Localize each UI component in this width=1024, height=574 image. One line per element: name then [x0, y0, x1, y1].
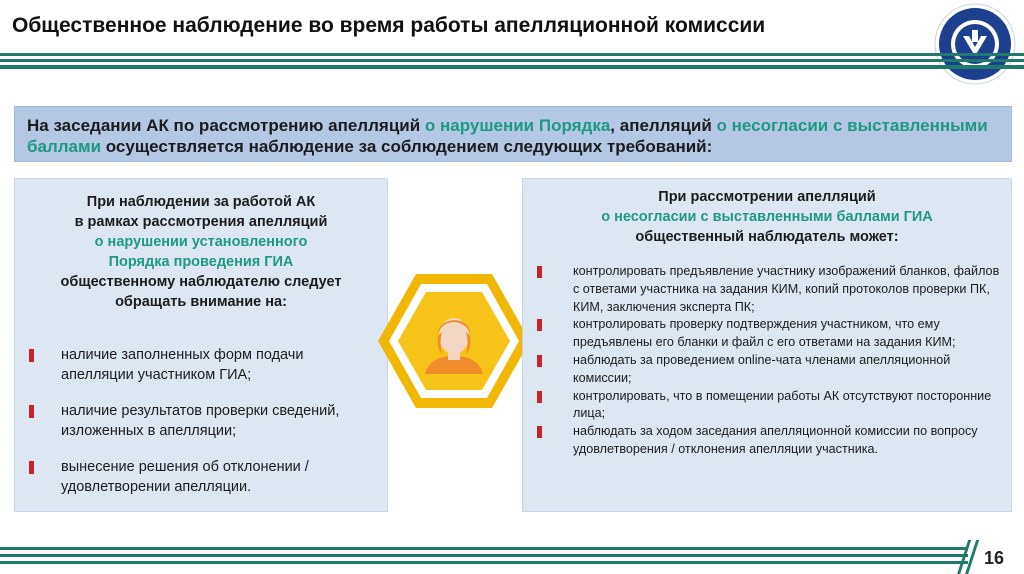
banner-text-3: осуществляется наблюдение за соблюдением следующих требований: [101, 137, 713, 156]
banner-text-1: На заседании АК по рассмотрению апелляций [27, 116, 425, 135]
list-item [537, 352, 1007, 388]
right-permissions-panel [522, 178, 1012, 512]
list-item-text: наличие результатов проверки сведений, изложенных в апелляции; [61, 403, 340, 439]
left-heading-line-3: общественному наблюдателю следует [60, 274, 342, 290]
right-heading-line-1: При рассмотрении апелляций [658, 189, 876, 205]
page-title: Общественное наблюдение во время работы апелляционной комиссии [12, 14, 766, 37]
list-item-text: контролировать проверку подтверждения участником, что ему предъявлены его бланки и файл с его ответами на задания КИМ; [573, 317, 956, 350]
left-heading-line-4: обращать внимание на: [115, 294, 287, 310]
list-item-text: наблюдать за ходом заседания апелляционной комиссии по вопросу удовлетворения / отклонения апелляции участника. [573, 424, 978, 456]
bullet-icon [537, 391, 542, 403]
logo-emblem-icon [933, 2, 1017, 86]
banner-highlight-1: о нарушении Порядка [424, 116, 611, 135]
list-item-text: контролировать, что в помещении работы АК отсутствуют посторонние лица; [573, 388, 992, 421]
intro-banner [14, 106, 1012, 162]
list-item [29, 345, 379, 385]
bullet-icon [29, 405, 34, 418]
header-divider [0, 53, 1024, 72]
list-item-text: наличие заполненных форм подачи апелляции участником ГИА; [61, 347, 304, 383]
left-heading-highlight-2: Порядка проведения ГИА [108, 254, 294, 270]
list-item-text: контролировать предъявление участнику изображений бланков, файлов с ответами участника на задания КИМ, копий протоколов проверки ПК, КИМ, заключения эксперта ПК; [573, 264, 1000, 314]
left-requirements-panel [14, 178, 388, 512]
list-item [537, 423, 1007, 459]
bullet-icon [537, 426, 542, 438]
footer-divider [0, 547, 968, 568]
list-item-text: вынесение решения об отклонении / удовлетворении апелляции. [61, 459, 309, 495]
bullet-icon [537, 355, 542, 367]
bullet-icon [537, 266, 542, 278]
list-item [29, 401, 379, 441]
left-heading-line-2: в рамках рассмотрения апелляций [74, 214, 328, 230]
left-checklist [29, 345, 379, 513]
banner-highlight-2: о несогласии с выставленными баллами [27, 116, 988, 156]
right-panel-heading [523, 187, 1011, 247]
list-item [537, 388, 1007, 424]
right-checklist [537, 263, 1007, 459]
left-heading-line-1: При наблюдении за работой АК [86, 194, 316, 210]
left-heading-highlight-1: о нарушении установленного [94, 234, 308, 250]
banner-text-2: , апелляций [610, 116, 717, 135]
list-item [537, 316, 1007, 352]
person-hexagon-icon [376, 270, 532, 412]
list-item [29, 457, 379, 497]
list-item-text: наблюдать за проведением online-чата членами апелляционной комиссии; [573, 352, 951, 385]
bullet-icon [29, 461, 34, 474]
bullet-icon [29, 349, 34, 362]
bullet-icon [537, 319, 542, 331]
right-heading-highlight: о несогласии с выставленными баллами ГИА [601, 209, 933, 225]
page-number: 16 [984, 548, 1005, 568]
right-heading-line-2: общественный наблюдатель может: [635, 229, 899, 245]
left-panel-heading [15, 192, 387, 312]
list-item [537, 263, 1007, 316]
